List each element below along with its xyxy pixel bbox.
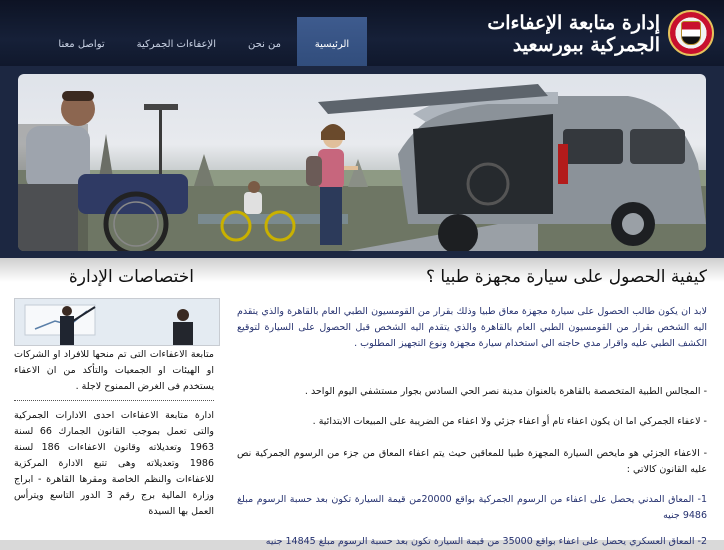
article-intro: لابد ان يكون طالب الحصول على سيارة مجهزة معاق طبيا وذلك بقرار من القومسيون الطبي العام بالقاهرة والذي يتقدم اليه الشخص بقرار من القومسيون الطبي العام بالقاهرة والذي يتقدم اليه الشخص قبل الحصول على السيارة لتوقيع الكشف الطبي عليه واقرار مدي حاجته الي استخدام سيارة مجهزة ونوع التجهيز المطلوب . (237, 306, 707, 349)
sidebar-divider (14, 400, 214, 401)
main-nav (42, 17, 367, 66)
site-logo[interactable] (478, 8, 714, 60)
article-item-1: - المجالس الطبية المتخصصة بالقاهرة بالعنوان مدينة نصر الحي السادس بجوار مستشفي اليوم الواحد . (304, 386, 707, 397)
nav-home[interactable]: الرئيسية (297, 17, 367, 66)
hero-frame (0, 66, 724, 258)
eagle-emblem-icon (668, 10, 714, 56)
article-item-2: - لاعفاء الجمركي اما ان يكون اعفاء تام أو اعفاء جزئي ولا اعفاء من الضريبة على المبيعات الابتدائية . (312, 416, 707, 427)
sidebar-text-1: متابعة الاعفاءات التى تم منحها للافراد او الشركات او الهيئات او الجمعيات والتأكد من ان الاعفاء يستخدم فى الغرض الممنوح لاجلة . (14, 349, 214, 392)
nav-customs-exemptions[interactable]: الإعفاءات الجمركية (136, 39, 216, 50)
logo-title-line2: الجمركية ببورسعيد (512, 34, 660, 56)
article-item-4: 1- المعاق المدني يحصل على اعفاء من الرسوم الجمركية بواقع 20000من قيمة السيارة تكون بعد حسبة الرسوم مبلغ 9486 جنيه (237, 494, 707, 521)
nav-contact[interactable]: تواصل معنا (58, 39, 105, 50)
hero-banner-image (18, 74, 706, 251)
nav-about[interactable]: من نحن (248, 39, 281, 50)
logo-title-line1: إدارة متابعة الإعفاءات (487, 12, 660, 34)
article-item-3: - الاعفاء الجزئي هو مايخص السيارة المجهزة طبيا للمعاقين حيث يتم اعفاء المعاق من جزء من الرسوم الجمركية نص عليه القانون كالاتي : (237, 448, 707, 475)
site-header (0, 0, 724, 66)
article-item-5: 2- المعاق العسكري يحصل على اعفاء بواقع 35000 من قيمة السيارة تكون بعد حسبة الرسوم مبلغ 14845 جنيه (265, 536, 707, 547)
business-meeting-image (14, 298, 220, 346)
article-title: كيفية الحصول على سيارة مجهزة طبيا ؟ (425, 267, 707, 287)
sidebar-title: اختصاصات الإدارة (68, 267, 194, 287)
sidebar-text-2: ادارة متابعة الاعفاءات احدى الادارات الجمركية والتى تعمل بموجب القانون الجمارك 66 لسنة 1963 وتعديلاته وقانون الاعفاءات 186 لسنة 1986 وتعديلاته وهى تتبع الادارة المركزية للاعفاءات والنظم الخاصة ومقرها القاهرة - ابراج وزارة المالية برج رقم 3 الدور التاسع ويترأس العمل بها السيدة (14, 410, 214, 517)
